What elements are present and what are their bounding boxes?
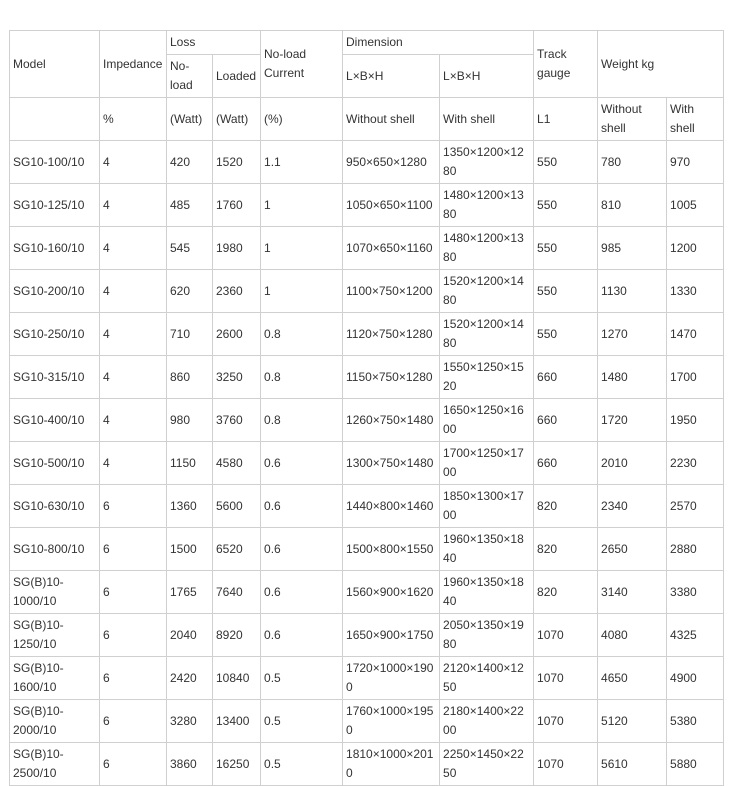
- cell-weight-without-shell: 5120: [598, 700, 667, 743]
- cell-impedance: 6: [100, 571, 167, 614]
- cell-weight-with-shell: 2230: [667, 442, 724, 485]
- header-loss-loaded: Loaded: [213, 55, 261, 98]
- cell-weight-with-shell: 4900: [667, 657, 724, 700]
- spec-table: [9, 30, 724, 786]
- cell-dim-with-shell: 1520×1200×1480: [440, 270, 534, 313]
- cell-weight-without-shell: 2340: [598, 485, 667, 528]
- header-no-load-current: No-load Current: [261, 31, 343, 98]
- cell-impedance: 4: [100, 313, 167, 356]
- header-unit-no-load: (Watt): [167, 98, 213, 141]
- spec-table-body: [10, 141, 724, 786]
- cell-no-load-current: 0.5: [261, 657, 343, 700]
- cell-impedance: 6: [100, 485, 167, 528]
- cell-weight-without-shell: 2010: [598, 442, 667, 485]
- header-unit-loaded: (Watt): [213, 98, 261, 141]
- table-row: [10, 614, 724, 657]
- cell-loaded-loss: 8920: [213, 614, 261, 657]
- table-row: [10, 313, 724, 356]
- header-model: Model: [10, 31, 100, 98]
- cell-weight-without-shell: 3140: [598, 571, 667, 614]
- table-row: [10, 270, 724, 313]
- cell-model: SG10-800/10: [10, 528, 100, 571]
- cell-track-gauge: 1070: [534, 743, 598, 786]
- cell-no-load-current: 1: [261, 184, 343, 227]
- cell-loaded-loss: 7640: [213, 571, 261, 614]
- cell-loaded-loss: 1980: [213, 227, 261, 270]
- cell-no-load-current: 0.6: [261, 528, 343, 571]
- table-row: [10, 184, 724, 227]
- cell-impedance: 4: [100, 442, 167, 485]
- cell-dim-without-shell: 1100×750×1200: [343, 270, 440, 313]
- cell-loaded-loss: 13400: [213, 700, 261, 743]
- cell-dim-with-shell: 2050×1350×1980: [440, 614, 534, 657]
- cell-no-load-loss: 1500: [167, 528, 213, 571]
- cell-impedance: 4: [100, 356, 167, 399]
- table-row: [10, 571, 724, 614]
- table-row: [10, 399, 724, 442]
- cell-dim-without-shell: 1760×1000×1950: [343, 700, 440, 743]
- cell-track-gauge: 660: [534, 356, 598, 399]
- table-row: [10, 700, 724, 743]
- cell-loaded-loss: 10840: [213, 657, 261, 700]
- cell-track-gauge: 1070: [534, 657, 598, 700]
- cell-loaded-loss: 2600: [213, 313, 261, 356]
- cell-weight-without-shell: 1270: [598, 313, 667, 356]
- cell-no-load-current: 1: [261, 227, 343, 270]
- cell-dim-without-shell: 1120×750×1280: [343, 313, 440, 356]
- cell-dim-with-shell: 1480×1200×1380: [440, 227, 534, 270]
- cell-dim-with-shell: 1960×1350×1840: [440, 528, 534, 571]
- cell-track-gauge: 1070: [534, 700, 598, 743]
- header-dim-without-shell: Without shell: [343, 98, 440, 141]
- cell-model: SG(B)10-1600/10: [10, 657, 100, 700]
- table-row: [10, 227, 724, 270]
- cell-impedance: 6: [100, 528, 167, 571]
- cell-dim-without-shell: 1500×800×1550: [343, 528, 440, 571]
- cell-model: SG(B)10-2500/10: [10, 743, 100, 786]
- cell-no-load-current: 1: [261, 270, 343, 313]
- cell-impedance: 4: [100, 399, 167, 442]
- header-weight-with-shell: With shell: [667, 98, 724, 141]
- cell-impedance: 4: [100, 270, 167, 313]
- cell-no-load-loss: 2040: [167, 614, 213, 657]
- table-row: [10, 141, 724, 184]
- cell-weight-with-shell: 2570: [667, 485, 724, 528]
- cell-dim-with-shell: 2120×1400×1250: [440, 657, 534, 700]
- cell-track-gauge: 820: [534, 485, 598, 528]
- cell-dim-without-shell: 950×650×1280: [343, 141, 440, 184]
- header-unit-impedance: %: [100, 98, 167, 141]
- cell-no-load-current: 0.6: [261, 485, 343, 528]
- table-row: [10, 442, 724, 485]
- cell-model: SG10-500/10: [10, 442, 100, 485]
- cell-loaded-loss: 2360: [213, 270, 261, 313]
- cell-loaded-loss: 4580: [213, 442, 261, 485]
- cell-track-gauge: 550: [534, 227, 598, 270]
- cell-no-load-current: 0.5: [261, 743, 343, 786]
- cell-no-load-current: 0.6: [261, 442, 343, 485]
- cell-weight-with-shell: 1700: [667, 356, 724, 399]
- cell-weight-with-shell: 1470: [667, 313, 724, 356]
- cell-weight-with-shell: 2880: [667, 528, 724, 571]
- cell-no-load-loss: 980: [167, 399, 213, 442]
- cell-track-gauge: 550: [534, 313, 598, 356]
- header-weight-without-shell: Without shell: [598, 98, 667, 141]
- cell-model: SG10-400/10: [10, 399, 100, 442]
- header-impedance: Impedance: [100, 31, 167, 98]
- cell-no-load-loss: 3280: [167, 700, 213, 743]
- header-dim-lbh-1: L×B×H: [343, 55, 440, 98]
- cell-weight-with-shell: 4325: [667, 614, 724, 657]
- table-row: [10, 528, 724, 571]
- cell-track-gauge: 660: [534, 442, 598, 485]
- cell-no-load-loss: 3860: [167, 743, 213, 786]
- cell-loaded-loss: 6520: [213, 528, 261, 571]
- cell-weight-with-shell: 1005: [667, 184, 724, 227]
- header-track-gauge: Track gauge: [534, 31, 598, 98]
- cell-track-gauge: 550: [534, 270, 598, 313]
- cell-dim-with-shell: 1700×1250×1700: [440, 442, 534, 485]
- cell-dim-with-shell: 1480×1200×1380: [440, 184, 534, 227]
- table-row: [10, 743, 724, 786]
- cell-model: SG10-630/10: [10, 485, 100, 528]
- cell-no-load-loss: 620: [167, 270, 213, 313]
- cell-impedance: 6: [100, 614, 167, 657]
- cell-weight-without-shell: 4080: [598, 614, 667, 657]
- cell-impedance: 4: [100, 141, 167, 184]
- cell-loaded-loss: 3250: [213, 356, 261, 399]
- cell-weight-without-shell: 1130: [598, 270, 667, 313]
- header-loss-no-load: No-load: [167, 55, 213, 98]
- cell-dim-with-shell: 1520×1200×1480: [440, 313, 534, 356]
- header-dimension: Dimension: [343, 31, 534, 55]
- cell-model: SG10-125/10: [10, 184, 100, 227]
- cell-no-load-loss: 485: [167, 184, 213, 227]
- cell-no-load-current: 0.5: [261, 700, 343, 743]
- cell-model: SG(B)10-2000/10: [10, 700, 100, 743]
- cell-weight-with-shell: 3380: [667, 571, 724, 614]
- cell-impedance: 6: [100, 743, 167, 786]
- cell-no-load-current: 0.8: [261, 399, 343, 442]
- cell-impedance: 4: [100, 184, 167, 227]
- table-row: [10, 485, 724, 528]
- cell-model: SG(B)10-1000/10: [10, 571, 100, 614]
- cell-dim-without-shell: 1150×750×1280: [343, 356, 440, 399]
- cell-track-gauge: 660: [534, 399, 598, 442]
- cell-loaded-loss: 1520: [213, 141, 261, 184]
- cell-impedance: 6: [100, 700, 167, 743]
- cell-no-load-loss: 1360: [167, 485, 213, 528]
- cell-track-gauge: 820: [534, 528, 598, 571]
- cell-no-load-current: 0.8: [261, 356, 343, 399]
- cell-dim-without-shell: 1050×650×1100: [343, 184, 440, 227]
- cell-dim-without-shell: 1720×1000×1900: [343, 657, 440, 700]
- cell-dim-without-shell: 1440×800×1460: [343, 485, 440, 528]
- cell-track-gauge: 1070: [534, 614, 598, 657]
- cell-model: SG10-160/10: [10, 227, 100, 270]
- cell-weight-with-shell: 1200: [667, 227, 724, 270]
- cell-no-load-current: 1.1: [261, 141, 343, 184]
- cell-weight-without-shell: 5610: [598, 743, 667, 786]
- cell-model: SG10-250/10: [10, 313, 100, 356]
- cell-dim-without-shell: 1560×900×1620: [343, 571, 440, 614]
- cell-no-load-loss: 710: [167, 313, 213, 356]
- cell-loaded-loss: 16250: [213, 743, 261, 786]
- cell-no-load-current: 0.6: [261, 571, 343, 614]
- cell-dim-with-shell: 1960×1350×1840: [440, 571, 534, 614]
- cell-model: SG(B)10-1250/10: [10, 614, 100, 657]
- spec-table-header: [10, 31, 724, 141]
- cell-dim-with-shell: 1650×1250×1600: [440, 399, 534, 442]
- cell-dim-with-shell: 2180×1400×2200: [440, 700, 534, 743]
- cell-dim-without-shell: 1070×650×1160: [343, 227, 440, 270]
- cell-no-load-loss: 545: [167, 227, 213, 270]
- cell-model: SG10-100/10: [10, 141, 100, 184]
- cell-weight-without-shell: 780: [598, 141, 667, 184]
- cell-weight-with-shell: 1330: [667, 270, 724, 313]
- cell-dim-without-shell: 1260×750×1480: [343, 399, 440, 442]
- cell-no-load-loss: 860: [167, 356, 213, 399]
- cell-weight-with-shell: 970: [667, 141, 724, 184]
- cell-impedance: 6: [100, 657, 167, 700]
- cell-track-gauge: 550: [534, 184, 598, 227]
- cell-loaded-loss: 3760: [213, 399, 261, 442]
- cell-weight-without-shell: 985: [598, 227, 667, 270]
- cell-weight-without-shell: 2650: [598, 528, 667, 571]
- cell-no-load-loss: 2420: [167, 657, 213, 700]
- cell-weight-without-shell: 1480: [598, 356, 667, 399]
- header-dim-with-shell: With shell: [440, 98, 534, 141]
- cell-no-load-current: 0.6: [261, 614, 343, 657]
- header-unit-current: (%): [261, 98, 343, 141]
- cell-impedance: 4: [100, 227, 167, 270]
- cell-dim-without-shell: 1650×900×1750: [343, 614, 440, 657]
- cell-model: SG10-315/10: [10, 356, 100, 399]
- cell-weight-with-shell: 1950: [667, 399, 724, 442]
- cell-no-load-loss: 1765: [167, 571, 213, 614]
- cell-weight-with-shell: 5880: [667, 743, 724, 786]
- cell-no-load-current: 0.8: [261, 313, 343, 356]
- cell-dim-with-shell: 1350×1200×1280: [440, 141, 534, 184]
- header-unit-blank: [10, 98, 100, 141]
- cell-weight-without-shell: 4650: [598, 657, 667, 700]
- header-track-unit: L1: [534, 98, 598, 141]
- cell-weight-without-shell: 1720: [598, 399, 667, 442]
- cell-weight-without-shell: 810: [598, 184, 667, 227]
- cell-loaded-loss: 1760: [213, 184, 261, 227]
- cell-model: SG10-200/10: [10, 270, 100, 313]
- cell-track-gauge: 550: [534, 141, 598, 184]
- cell-dim-without-shell: 1810×1000×2010: [343, 743, 440, 786]
- header-dim-lbh-2: L×B×H: [440, 55, 534, 98]
- cell-loaded-loss: 5600: [213, 485, 261, 528]
- cell-weight-with-shell: 5380: [667, 700, 724, 743]
- cell-no-load-loss: 420: [167, 141, 213, 184]
- cell-dim-with-shell: 2250×1450×2250: [440, 743, 534, 786]
- cell-dim-without-shell: 1300×750×1480: [343, 442, 440, 485]
- header-weight: Weight kg: [598, 31, 724, 98]
- cell-dim-with-shell: 1550×1250×1520: [440, 356, 534, 399]
- cell-dim-with-shell: 1850×1300×1700: [440, 485, 534, 528]
- cell-no-load-loss: 1150: [167, 442, 213, 485]
- table-row: [10, 356, 724, 399]
- header-loss: Loss: [167, 31, 261, 55]
- cell-track-gauge: 820: [534, 571, 598, 614]
- table-row: [10, 657, 724, 700]
